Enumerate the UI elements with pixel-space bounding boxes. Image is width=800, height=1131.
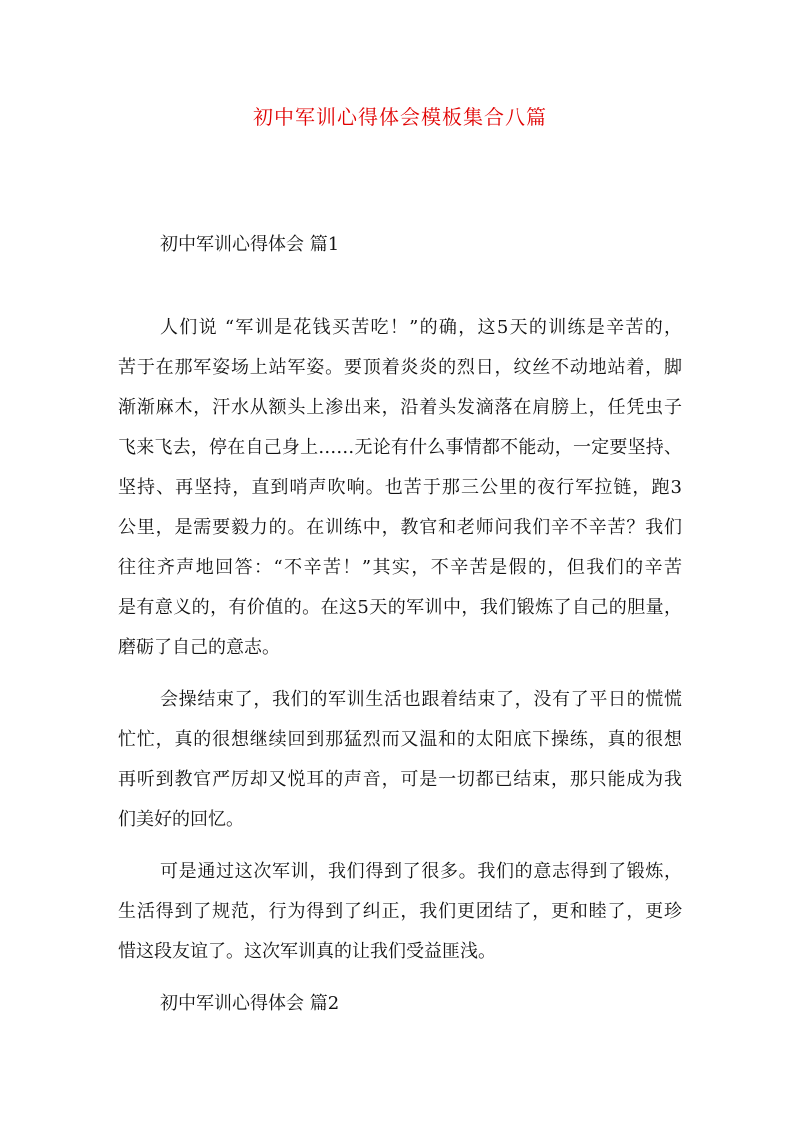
section-heading-2: 初中军训心得体会 篇2 xyxy=(160,993,340,1014)
paragraph-3-line-3: 惜这段友谊了。这次军训真的让我们受益匪浅。 xyxy=(118,941,496,962)
paragraph-1-line-7: 往往齐声地回答：“不辛苦！”其实，不辛苦是假的，但我们的辛苦 xyxy=(118,557,682,578)
section-heading-1: 初中军训心得体会 篇1 xyxy=(160,234,340,255)
paragraph-2-line-1: 会操结束了，我们的军训生活也跟着结束了，没有了平日的慌慌 xyxy=(160,689,682,710)
paragraph-1-line-1: 人们说 “军训是花钱买苦吃！”的确，这5天的训练是辛苦的， xyxy=(160,317,682,338)
paragraph-1-line-6: 公里，是需要毅力的。在训练中，教官和老师问我们辛不辛苦？我们 xyxy=(118,517,682,538)
paragraph-3-line-2: 生活得到了规范，行为得到了纠正，我们更团结了，更和睦了，更珍 xyxy=(118,901,682,922)
paragraph-1-line-8: 是有意义的，有价值的。在这5天的军训中，我们锻炼了自己的胆量， xyxy=(118,597,682,618)
paragraph-1-line-3: 渐渐麻木，汗水从额头上渗出来，沿着头发滴落在肩膀上，任凭虫子 xyxy=(118,397,682,418)
paragraph-1-line-4: 飞来飞去，停在自己身上……无论有什么事情都不能动，一定要坚持、 xyxy=(118,437,682,458)
paragraph-1-line-5: 坚持、再坚持，直到哨声吹响。也苦于那三公里的夜行军拉链，跑3 xyxy=(118,477,682,498)
paragraph-1-line-2: 苦于在那军姿场上站军姿。要顶着炎炎的烈日，纹丝不动地站着，脚 xyxy=(118,357,682,378)
document-title: 初中军训心得体会模板集合八篇 xyxy=(253,105,547,129)
paragraph-3-line-1: 可是通过这次军训，我们得到了很多。我们的意志得到了锻炼， xyxy=(160,861,682,882)
paragraph-2-line-3: 再听到教官严厉却又悦耳的声音，可是一切都已结束，那只能成为我 xyxy=(118,769,682,790)
paragraph-2-line-4: 们美好的回忆。 xyxy=(118,809,244,830)
paragraph-1-line-9: 磨砺了自己的意志。 xyxy=(118,637,280,658)
paragraph-2-line-2: 忙忙，真的很想继续回到那猛烈而又温和的太阳底下操练，真的很想 xyxy=(118,729,682,750)
